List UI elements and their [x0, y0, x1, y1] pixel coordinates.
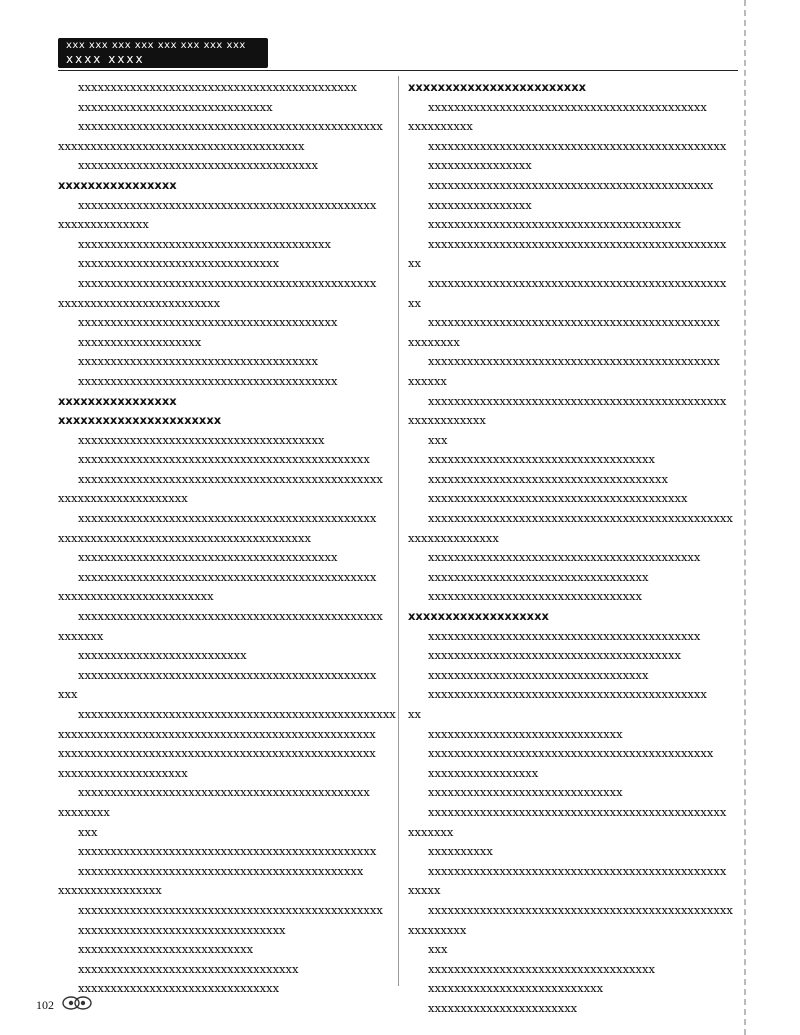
text-line: xxxxxxxx: [58, 804, 110, 819]
text-line: xxxxxxxxxxxxxxxxxxxxxxxxxxxxxxxxxxxxxxx: [428, 217, 681, 232]
text-line: xxx: [428, 942, 448, 957]
section-heading: xxxxxxxxxxxxxxxx: [58, 177, 177, 192]
text-line: xxxxxxxxxxxxxxxxxxxxxxxxxxxxxxxxxxxxx: [428, 471, 668, 486]
text-line: xxxxxxxxxxxxxxxxxxxxxxxxxxxxxxxxxxxxxx: [58, 138, 305, 153]
text-line: xxxxxxxxxxxxxxxxxxxxxxxxxxxxxxxxxxxxxxxxxxxxxxx: [428, 511, 733, 526]
text-line: xxxxxxxxxxxxxxxxxxx: [78, 334, 202, 349]
text-line: xxxxxxxxxxxxxxxxxxxxxxxxxxxxxxxxxxxxxxxxxxxxx: [78, 452, 370, 467]
text-line: xxxxxxxxxxxxxxxxxxxxxxxxxxxxxxxxxxxxxxxxxxxxxxx: [78, 471, 383, 486]
text-line: xxxxxxxxxxxxxxxxxxxxxxxxxxxxxxxxxxxxxxxx: [78, 315, 338, 330]
text-line: xxxxxxxxxxxxxxxxxxxxxxxxxxxxxxxxxxxxxxxxxxxxxxx: [428, 902, 733, 917]
text-line: xxxxxxxxxxxxxxxxxxxxxxxxxxxxxxx: [78, 256, 280, 271]
section-heading: xxxxxxxxxxxxxxxxxxxxxxxx: [408, 80, 587, 94]
text-line: xxxxxxxxxxxxxxxxxxxxxxxxxxxxxxxxxxxxxxxxxxxxxx: [78, 197, 377, 212]
text-line: xxxxxxxxxxxxxxxxxxxxxxxxxxxxxxxxxxx: [428, 452, 655, 467]
text-line: xxxxx: [408, 883, 441, 898]
text-line: xxxxxxxxxx: [408, 119, 473, 134]
text-line: xxxxxxxxxxxxxx: [408, 530, 499, 545]
text-line: xxxxxxxxxxxxxxxxxxxxxxxxxxxxxx: [78, 99, 273, 114]
text-line: xxxxxxxxxxxxxxxxxxxxxxxxxxxxxxxxxxxxxxxxxxxxxx: [78, 569, 377, 584]
text-line: xxxxxxxxxxxxxxxxxxxxxxxxxxxxxxxx: [78, 922, 286, 937]
text-line: xxx: [58, 687, 78, 702]
text-line: xxxxxxxxxxxxxxxxxxxxxxxxxxxxxxxxxxxxxxxxxxxxxxx: [78, 902, 383, 917]
text-line: xxxxxxxx: [408, 334, 460, 349]
text-line: xxxxxxxxxxxxxxxx: [428, 197, 532, 212]
text-line: xxxxxxxxxxxxxxxxxxxxxxxxxxxxxxxxxxxxxxxxxxxxxxxxx: [78, 707, 396, 721]
text-line: xx: [408, 295, 421, 310]
column-divider: [398, 76, 399, 986]
text-line: xxxxxxxxxxxxxxxxxxxxxxxxxxxxxx: [428, 785, 623, 800]
text-line: xxxxxxxxxxxxxxxxxxxxxxxxxxxxxxxxxxxxxxxx: [78, 373, 338, 388]
page-number: 102: [36, 998, 54, 1012]
text-line: xxxxxxxxxxxxxxxxxxxxxxxxxxxxxxxxxxxxxxxxxxxxxx: [428, 236, 727, 251]
text-line: xxxxxxxxxxxxxxxxxxxxxxxxxxxxxxxxxxxxxxx: [58, 530, 311, 545]
text-line: xxxxxxxxxxxxxxxxxxxxxxxxxxxxxxxxxxxxxxxxxxxxxx: [78, 275, 377, 290]
text-line: xxxxxxxxxxxxxxxxxxxxxxxxxxxxxxxxxx: [78, 961, 299, 976]
text-line: xxxxxxxxxxxxxxxxxxxxxxxxxxxxxxxxxxxxxxxxxxxxxx: [78, 844, 377, 859]
text-line: xxxxxxxxxxxxxxxxxxxx: [58, 491, 188, 506]
text-line: xxxxxxxxxxxxxxxx: [428, 158, 532, 173]
text-line: xxxxxxxxxxxxxxxxxxxxxxxxxxxxxxxxxxx: [428, 961, 655, 976]
text-line: xxxxxxxxxxxxxxxxxxxxxxxxxxxxxxxxx: [428, 589, 643, 604]
text-line: xxxxxxxxxxxxxxxxxxxxxxxxxxxxxxxxxx: [428, 569, 649, 584]
text-line: xxxxxxxxxxxxxx: [58, 217, 149, 232]
text-line: xxxxxxxxxxxxxxxxxxxxxxxxxxxxxxxxxx: [428, 667, 649, 682]
text-line: xxxxxxxxxxxxxxxxxxxx: [58, 765, 188, 780]
text-line: xxxxxxxxx: [408, 922, 467, 937]
text-line: xxxxxxxxxxxxxxxxxxxxxxxxxxxxxxxxxxxxxxxxxxxxxxxxx: [58, 726, 376, 741]
header-pinyin: xxx xxx xxx xxx xxx xxx xxx xxx: [66, 40, 246, 51]
text-line: xxxxxxxxxxxxxxxxxxxxxxxxxxxxxxxxxxxxxxxxxxxxxx: [78, 667, 377, 682]
text-line: xxxxxxxxxxxxxxxxxxxxxxxxxxxxxxxxxxxxxxxxxxxxxx: [428, 275, 727, 290]
text-line: xxxxxxxxxxxxxxxx: [58, 883, 162, 898]
text-line: xxxxxxxxxxxxxxxxxxxxxxxxxxxxxxxxxxxxxxx: [428, 648, 681, 663]
text-line: xxx: [78, 824, 98, 839]
text-line: xxxxxxxxxxxxxxxxxxxxxxxxxxxxxxxxxxxxxxxxxxxxx: [428, 354, 720, 369]
text-line: xxxxxxxxxxxxxxxxxxxxxxxxxx: [78, 648, 247, 663]
section-heading: xxxxxxxxxxxxxxxxxxx: [408, 609, 549, 624]
text-line: xxxxxxxxxxxxxxxxx: [428, 765, 539, 780]
section-heading: xxxxxxxxxxxxxxxx: [58, 393, 177, 408]
text-line: xxxxxxxxxxxxxxxxxxxxxxxxxxxxxxxxxxxxx: [78, 354, 318, 369]
text-line: xxxxxxxxxxxxxxxxxxxxxxxxxxxxxxxxxxxxxxx: [78, 236, 331, 251]
text-line: xxxxxxxxxxxxxxxxxxxxxxxxxxxxxxxxxxxxxxxxxx: [428, 550, 701, 565]
page-ornament-icon: [62, 994, 92, 1012]
text-line: xxxxxxxxxxxxxxxxxxxxxxxxxxx: [78, 942, 254, 957]
text-line: xxxxxxxxxxxxxxxxxxxxxxxxxxxxxxx: [78, 981, 280, 996]
text-line: xxxxxxxxxxxxxxxxxxxxxxxxxxxxxxxxxxxxxxxxxxxxxx: [428, 804, 727, 819]
text-line: xxxxxxxxxxxxxxxxxxxxxxxxxxxxxxxxxxxxxxxxxxxxxxx: [78, 119, 383, 134]
text-line: xxxxxxxxxxxxxxxxxxxxxxxxxxxxxxxxxxxxxxxxxxxxx: [428, 315, 720, 330]
text-line: xxx: [428, 432, 448, 447]
text-line: xxxxxxx: [408, 824, 454, 839]
text-line: xxxxxxxxxxxxxxxxxxxxxxxx: [58, 589, 214, 604]
text-line: xxxxxxxxxxxxxxxxxxxxxxx: [428, 1000, 578, 1015]
header-rule: [58, 70, 738, 71]
text-line: xxxxxxxxxxxxxxxxxxxxxxxxxxxxxxxxxxxxxxxxxxxxxx: [428, 863, 727, 878]
text-line: xxxxxxxxxxxxxxxxxxxxxxxxxxxxxxxxxxxxxxxxxxxxxxx: [78, 609, 383, 624]
text-line: xxxxxxxxxxxxxxxxxxxxxxxxxxxxxxxxxxxxxxxxxxx: [428, 99, 707, 114]
text-line: xxxxxxxxxxxxxxxxxxxxxxxxxxxxxxxxxxxxxxxx: [428, 491, 688, 506]
text-line: xxxxxxxxxx: [428, 844, 493, 859]
right-column: [408, 78, 746, 1019]
binding-edge: [744, 0, 746, 1035]
text-line: xxxxxxxxxxxxxxxxxxxxxxxxxxxxxxxxxxxxx: [78, 158, 318, 173]
text-line: xxxxxxxxxxxxxxxxxxxxxxxxxxxxxxxxxxxxxxxxxx: [428, 628, 701, 643]
text-line: xxxxxxx: [58, 628, 104, 643]
text-line: xxxxxxxxxxxxxxxxxxxxxxxxxxxxxxxxxxxxxxxxxxx: [78, 80, 357, 94]
text-line: xxxxxxxxxxxxxxxxxxxxxxxxx: [58, 295, 221, 310]
text-line: xxxxxxxxxxxxxxxxxxxxxxxxxxxxxxxxxxxxxx: [78, 432, 325, 447]
header-banner: [58, 38, 268, 68]
text-line: xxxxxxxxxxxxxxxxxxxxxxxxxxxxxx: [428, 726, 623, 741]
text-line: xxxxxxxxxxxxxxxxxxxxxxxxxxxxxxxxxxxxxxxxxxxxxxxxx: [58, 746, 376, 761]
text-line: xxxxxxxxxxxx: [408, 413, 486, 428]
text-line: xx: [408, 256, 421, 271]
text-line: xxxxxx: [408, 373, 447, 388]
section-heading: xxxxxxxxxxxxxxxxxxxxxx: [58, 413, 222, 428]
text-line: xxxxxxxxxxxxxxxxxxxxxxxxxxxxxxxxxxxxxxxxxxxx: [428, 746, 714, 761]
header-motto: xxxx xxxx: [66, 52, 145, 66]
text-line: xx: [408, 707, 421, 721]
text-line: xxxxxxxxxxxxxxxxxxxxxxxxxxxxxxxxxxxxxxxx: [78, 550, 338, 565]
text-line: xxxxxxxxxxxxxxxxxxxxxxxxxxxxxxxxxxxxxxxxxxxx: [78, 863, 364, 878]
text-line: xxxxxxxxxxxxxxxxxxxxxxxxxxxxxxxxxxxxxxxxxxxxxx: [428, 138, 727, 153]
text-line: xxxxxxxxxxxxxxxxxxxxxxxxxxxxxxxxxxxxxxxxxxx: [428, 687, 707, 702]
left-column: [58, 78, 396, 999]
text-line: xxxxxxxxxxxxxxxxxxxxxxxxxxxxxxxxxxxxxxxxxxxxx: [78, 785, 370, 800]
text-line: xxxxxxxxxxxxxxxxxxxxxxxxxxx: [428, 981, 604, 996]
text-line: xxxxxxxxxxxxxxxxxxxxxxxxxxxxxxxxxxxxxxxxxxxxxx: [428, 393, 727, 408]
text-line: xxxxxxxxxxxxxxxxxxxxxxxxxxxxxxxxxxxxxxxxxxxx: [428, 177, 714, 192]
text-line: xxxxxxxxxxxxxxxxxxxxxxxxxxxxxxxxxxxxxxxxxxxxxx: [78, 511, 377, 526]
